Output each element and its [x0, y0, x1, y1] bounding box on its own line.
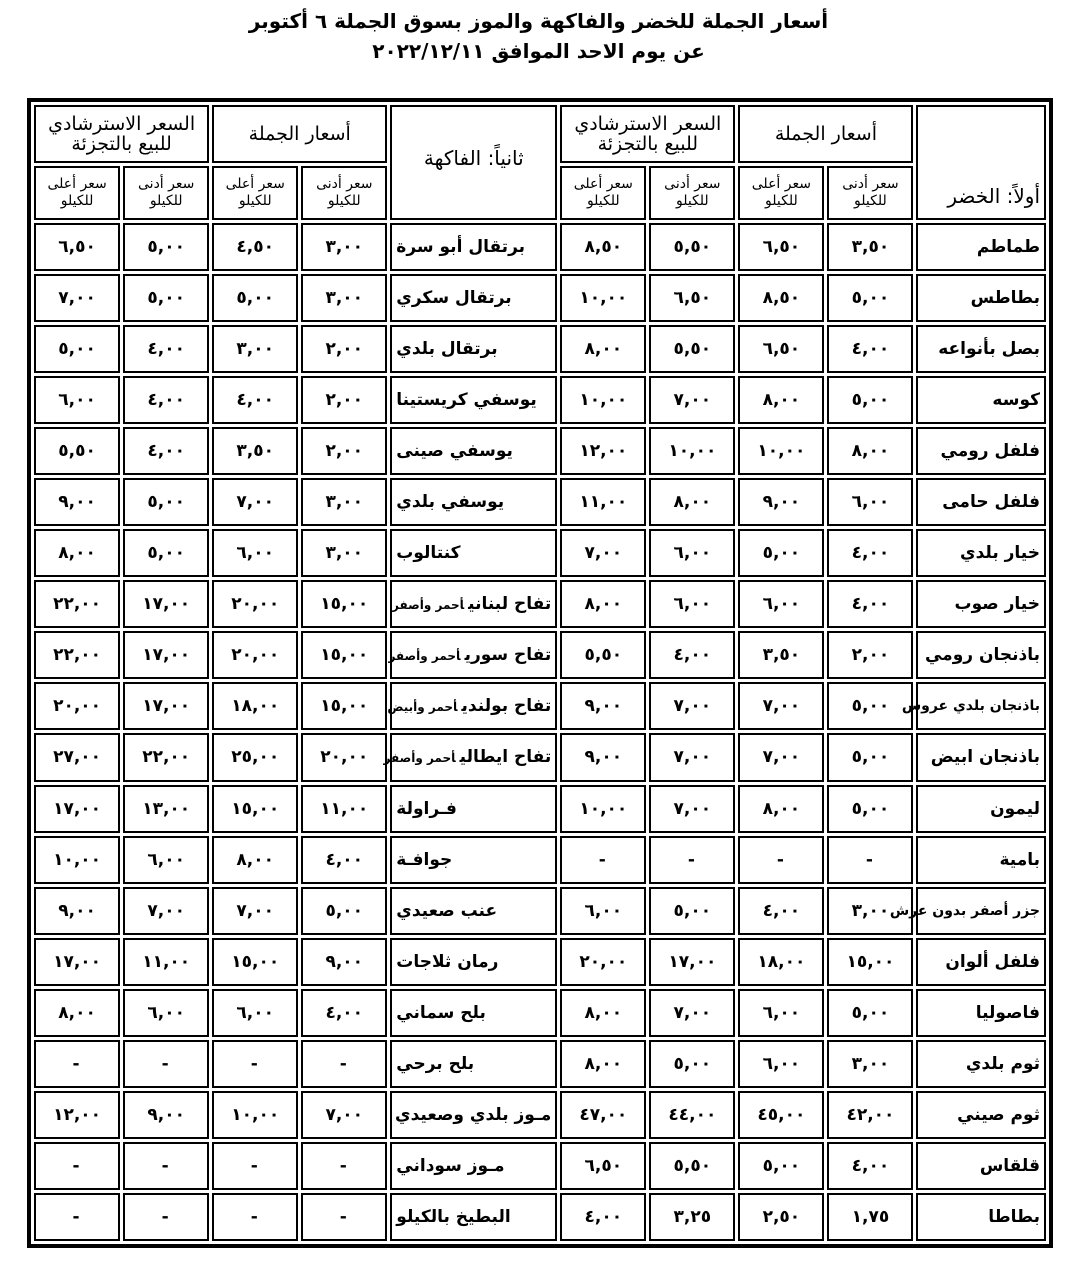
fruits-section-header: ثانياً: الفاكهة: [390, 105, 557, 220]
fruit-name-text: البطيخ بالكيلو: [396, 1206, 511, 1227]
fruit-retail-max: ٥,٥٠: [34, 427, 120, 475]
veg-wholesale-min: ٢,٠٠: [827, 631, 913, 679]
veg-retail-min-header: سعر أدنى للكيلو: [649, 166, 735, 220]
veg-wholesale-max: ١٨,٠٠: [738, 938, 824, 986]
veg-wholesale-min: ٦,٠٠: [827, 478, 913, 526]
table-row: [34, 1040, 1046, 1088]
fruit-wholesale-max: ٢٠,٠٠: [212, 631, 298, 679]
veg-wholesale-min: ١,٧٥: [827, 1193, 913, 1241]
fruit-retail-min: ٩,٠٠: [123, 1091, 209, 1139]
veg-retail-min: ٨,٠٠: [649, 478, 735, 526]
veg-wholesale-max: ٧,٠٠: [738, 733, 824, 781]
veg-wholesale-min: ٥,٠٠: [827, 785, 913, 833]
fruit-name-text: يوسفي صينى: [396, 441, 513, 462]
veg-wholesale-min: ٤,٠٠: [827, 529, 913, 577]
veg-wholesale-max: ٩,٠٠: [738, 478, 824, 526]
fruit-wholesale-min: ٤,٠٠: [301, 989, 387, 1037]
fruit-wholesale-min: ٣,٠٠: [301, 529, 387, 577]
fruit-retail-max: ٩,٠٠: [34, 478, 120, 526]
fruit-name: [390, 223, 557, 271]
fruit-wholesale-max: ٦,٠٠: [212, 989, 298, 1037]
fruit-retail-max: -: [34, 1193, 120, 1241]
fruit-color-note: أحمر وأصفر: [383, 751, 456, 766]
fruit-retail-min-header: سعر أدنى للكيلو: [123, 166, 209, 220]
fruit-wholesale-header: أسعار الجملة: [212, 105, 387, 163]
veg-wholesale-max: ٦,٠٠: [738, 580, 824, 628]
fruit-name-text: مـوز سوداني: [396, 1155, 505, 1176]
veg-retail-min: ٧,٠٠: [649, 733, 735, 781]
fruit-wholesale-max: ٤,٠٠: [212, 376, 298, 424]
veg-wholesale-max: ١٠,٠٠: [738, 427, 824, 475]
veg-wholesale-max: ٤٥,٠٠: [738, 1091, 824, 1139]
veg-retail-min: ٦,٠٠: [649, 529, 735, 577]
table-row: [34, 325, 1046, 373]
veg-retail-min: ٧,٠٠: [649, 376, 735, 424]
veg-wholesale-max-header: سعر أعلى للكيلو: [738, 166, 824, 220]
veg-wholesale-max: ٦,٥٠: [738, 325, 824, 373]
fruit-retail-min: -: [123, 1193, 209, 1241]
table-row: [34, 785, 1046, 833]
veg-retail-min: ٥,٥٠: [649, 1142, 735, 1190]
fruit-wholesale-min: ٣,٠٠: [301, 478, 387, 526]
veg-retail-min: ٥,٠٠: [649, 1040, 735, 1088]
veg-retail-min: ٥,٠٠: [649, 887, 735, 935]
table-row: [34, 223, 1046, 271]
table-row: [34, 427, 1046, 475]
veg-retail-max: ٢٠,٠٠: [560, 938, 646, 986]
veg-wholesale-min-header: سعر أدنى للكيلو: [827, 166, 913, 220]
veg-retail-max: ٨,٥٠: [560, 223, 646, 271]
veg-wholesale-min: ٣,٠٠: [827, 887, 913, 935]
fruit-name-text: تفاح لبناني: [468, 594, 552, 615]
fruit-name: [390, 989, 557, 1037]
fruit-wholesale-min: ١٥,٠٠: [301, 580, 387, 628]
veg-wholesale-min: ٥,٠٠: [827, 989, 913, 1037]
veg-wholesale-min: ٣,٥٠: [827, 223, 913, 271]
fruit-wholesale-max: -: [212, 1142, 298, 1190]
veg-wholesale-max: ٦,٥٠: [738, 223, 824, 271]
fruit-wholesale-min: ٢,٠٠: [301, 325, 387, 373]
veg-wholesale-max: ٨,٠٠: [738, 376, 824, 424]
table-row: [34, 682, 1046, 730]
fruit-retail-min: ٥,٠٠: [123, 529, 209, 577]
fruit-name: [390, 836, 557, 884]
fruit-wholesale-max: ١٠,٠٠: [212, 1091, 298, 1139]
vegetable-name: فلفل حامى: [916, 478, 1046, 526]
veg-wholesale-max: ٣,٥٠: [738, 631, 824, 679]
fruit-wholesale-max: ١٨,٠٠: [212, 682, 298, 730]
fruit-name: [390, 529, 557, 577]
fruit-name: [390, 1040, 557, 1088]
fruit-retail-min: -: [123, 1142, 209, 1190]
fruit-retail-max: ٥,٠٠: [34, 325, 120, 373]
fruit-name: [390, 1091, 557, 1139]
fruit-retail-max: ٨,٠٠: [34, 989, 120, 1037]
fruit-wholesale-min: ١٥,٠٠: [301, 631, 387, 679]
fruit-name: [390, 1142, 557, 1190]
veg-retail-max: ١١,٠٠: [560, 478, 646, 526]
title-line-2: عن يوم الاحد الموافق ٢٠٢٢/١٢/١١: [372, 39, 705, 63]
fruit-retail-min: ٤,٠٠: [123, 376, 209, 424]
fruit-wholesale-max: -: [212, 1040, 298, 1088]
fruit-retail-min: ٤,٠٠: [123, 427, 209, 475]
veg-wholesale-max: ٨,٥٠: [738, 274, 824, 322]
veg-wholesale-min: ٤,٠٠: [827, 325, 913, 373]
fruit-name-text: بلح برحي: [396, 1053, 475, 1074]
fruit-retail-max: ١٧,٠٠: [34, 938, 120, 986]
fruit-wholesale-min-header: سعر أدنى للكيلو: [301, 166, 387, 220]
fruit-retail-max: ٢٧,٠٠: [34, 733, 120, 781]
fruit-retail-min: ١٧,٠٠: [123, 682, 209, 730]
veg-retail-max: ٨,٠٠: [560, 580, 646, 628]
vegetables-section-header: أولاً: الخضر: [916, 105, 1046, 220]
fruit-retail-min: ١١,٠٠: [123, 938, 209, 986]
vegetable-name: بطاطا: [916, 1193, 1046, 1241]
fruit-name: [390, 325, 557, 373]
vegetable-name: بصل بأنواعه: [916, 325, 1046, 373]
veg-wholesale-max: ٥,٠٠: [738, 529, 824, 577]
fruit-wholesale-min: ٩,٠٠: [301, 938, 387, 986]
veg-wholesale-max: ٢,٥٠: [738, 1193, 824, 1241]
fruit-wholesale-max: ٧,٠٠: [212, 887, 298, 935]
fruit-retail-max: ٦,٥٠: [34, 223, 120, 271]
vegetable-name: خيار بلدي: [916, 529, 1046, 577]
vegetable-name: باذنجان ابيض: [916, 733, 1046, 781]
fruit-retail-min: ٦,٠٠: [123, 989, 209, 1037]
vegetable-name: باذنجان بلدي عروس: [916, 682, 1046, 730]
veg-retail-min: ٥,٥٠: [649, 325, 735, 373]
fruit-retail-max: ٧,٠٠: [34, 274, 120, 322]
veg-wholesale-header: أسعار الجملة: [738, 105, 913, 163]
fruit-name: [390, 427, 557, 475]
fruit-name: [387, 682, 557, 730]
vegetable-name: فاصوليا: [916, 989, 1046, 1037]
veg-wholesale-max: ٥,٠٠: [738, 1142, 824, 1190]
fruit-wholesale-min: ٣,٠٠: [301, 223, 387, 271]
fruit-retail-max: ٦,٠٠: [34, 376, 120, 424]
veg-retail-max: ٨,٠٠: [560, 989, 646, 1037]
veg-wholesale-max: ٤,٠٠: [738, 887, 824, 935]
fruit-name: [390, 631, 557, 679]
fruit-retail-max: -: [34, 1040, 120, 1088]
fruit-wholesale-min: ٤,٠٠: [301, 836, 387, 884]
fruit-name-text: برتقال سكري: [396, 288, 512, 309]
fruit-wholesale-min: -: [301, 1193, 387, 1241]
veg-wholesale-max: ٦,٠٠: [738, 1040, 824, 1088]
fruit-wholesale-max: ٢٠,٠٠: [212, 580, 298, 628]
fruit-retail-min: ١٣,٠٠: [123, 785, 209, 833]
fruit-retail-min: ٥,٠٠: [123, 478, 209, 526]
fruit-name-text: جوافـة: [396, 849, 453, 870]
veg-wholesale-min: ٤٢,٠٠: [827, 1091, 913, 1139]
table-row: [34, 580, 1046, 628]
fruit-name-text: يوسفي بلدي: [396, 492, 505, 513]
table-row: [34, 631, 1046, 679]
veg-retail-max: ٨,٠٠: [560, 1040, 646, 1088]
fruit-name-text: برتقال أبو سرة: [396, 237, 526, 258]
vegetable-name: ثوم صيني: [916, 1091, 1046, 1139]
veg-retail-min: ١٠,٠٠: [649, 427, 735, 475]
veg-wholesale-max: ٦,٠٠: [738, 989, 824, 1037]
fruit-name-text: برتقال بلدي: [396, 339, 498, 360]
veg-wholesale-min: ٥,٠٠: [827, 274, 913, 322]
fruit-name-text: تفاح سوري: [464, 645, 552, 666]
table-row: [34, 989, 1046, 1037]
veg-retail-min: ٧,٠٠: [649, 989, 735, 1037]
fruit-retail-min: ١٧,٠٠: [123, 631, 209, 679]
table-row: [34, 478, 1046, 526]
table-row: [34, 1193, 1046, 1241]
veg-retail-max-header: سعر أعلى للكيلو: [560, 166, 646, 220]
veg-retail-min: ٤٤,٠٠: [649, 1091, 735, 1139]
veg-retail-min: ٦,٥٠: [649, 274, 735, 322]
fruit-name-text: تفاح ايطالي: [459, 747, 552, 768]
table-row: [34, 1142, 1046, 1190]
fruit-retail-min: ١٧,٠٠: [123, 580, 209, 628]
table-row: [34, 733, 1046, 781]
fruit-wholesale-min: -: [301, 1040, 387, 1088]
table-row: [34, 1091, 1046, 1139]
fruit-retail-max: ٢٢,٠٠: [34, 631, 120, 679]
fruit-name: [390, 785, 557, 833]
fruit-name: [390, 274, 557, 322]
fruit-name: [383, 733, 557, 781]
veg-retail-max: ٨,٠٠: [560, 325, 646, 373]
fruit-retail-min: ٧,٠٠: [123, 887, 209, 935]
veg-retail-min: ٦,٠٠: [649, 580, 735, 628]
fruit-retail-min: ٥,٠٠: [123, 274, 209, 322]
table-row: [34, 376, 1046, 424]
fruit-color-note: أحمر وأصفر: [388, 649, 461, 664]
veg-wholesale-min: ٨,٠٠: [827, 427, 913, 475]
fruit-retail-min: -: [123, 1040, 209, 1088]
fruit-name-text: فـراولة: [396, 798, 457, 819]
veg-retail-max: ١٠,٠٠: [560, 274, 646, 322]
vegetable-name: خيار صوب: [916, 580, 1046, 628]
fruit-wholesale-max: -: [212, 1193, 298, 1241]
veg-wholesale-min: ٥,٠٠: [827, 733, 913, 781]
title-line-1: أسعار الجملة للخضر والفاكهة والموز بسوق الجملة ٦ أكتوبر: [248, 9, 829, 33]
veg-retail-min: ٤,٠٠: [649, 631, 735, 679]
veg-retail-max: -: [560, 836, 646, 884]
vegetable-name: قلقاس: [916, 1142, 1046, 1190]
veg-retail-max: ٧,٠٠: [560, 529, 646, 577]
veg-retail-min: ١٧,٠٠: [649, 938, 735, 986]
veg-retail-min: ٣,٢٥: [649, 1193, 735, 1241]
fruit-wholesale-min: ٧,٠٠: [301, 1091, 387, 1139]
fruit-wholesale-min: ٢٠,٠٠: [301, 733, 387, 781]
fruit-retail-max: ٨,٠٠: [34, 529, 120, 577]
veg-retail-max: ١٢,٠٠: [560, 427, 646, 475]
fruit-wholesale-max: ٦,٠٠: [212, 529, 298, 577]
fruit-wholesale-max-header: سعر أعلى للكيلو: [212, 166, 298, 220]
fruit-color-note: أحمر وأبيض: [387, 700, 458, 715]
fruit-name: [390, 1193, 557, 1241]
veg-wholesale-max: ٧,٠٠: [738, 682, 824, 730]
fruit-name-text: رمان ثلاجات: [396, 951, 499, 972]
veg-wholesale-max: -: [738, 836, 824, 884]
veg-retail-max: ٤,٠٠: [560, 1193, 646, 1241]
fruit-name: [390, 887, 557, 935]
table-row: [34, 529, 1046, 577]
fruit-retail-min: ٢٢,٠٠: [123, 733, 209, 781]
fruit-wholesale-max: ٥,٠٠: [212, 274, 298, 322]
vegetable-name: ثوم بلدي: [916, 1040, 1046, 1088]
veg-retail-max: ٩,٠٠: [560, 733, 646, 781]
table-row: [34, 836, 1046, 884]
vegetable-name: بطاطس: [916, 274, 1046, 322]
fruit-wholesale-min: ١١,٠٠: [301, 785, 387, 833]
veg-retail-header: السعر الاسترشادي للبيع بالتجزئة: [560, 105, 735, 163]
veg-retail-max: ٥,٥٠: [560, 631, 646, 679]
price-rows: [34, 223, 1046, 1241]
vegetable-name: فلفل ألوان: [916, 938, 1046, 986]
fruit-wholesale-max: ١٥,٠٠: [212, 938, 298, 986]
table-row: [34, 274, 1046, 322]
veg-retail-max: ١٠,٠٠: [560, 785, 646, 833]
fruit-retail-max: ٩,٠٠: [34, 887, 120, 935]
fruit-wholesale-min: ٢,٠٠: [301, 427, 387, 475]
fruit-retail-max: -: [34, 1142, 120, 1190]
page-title: [0, 6, 1077, 66]
fruit-retail-min: ٤,٠٠: [123, 325, 209, 373]
fruit-retail-max: ٢٢,٠٠: [34, 580, 120, 628]
veg-retail-min: -: [649, 836, 735, 884]
fruit-name: [390, 580, 557, 628]
fruit-retail-max: ٢٠,٠٠: [34, 682, 120, 730]
vegetable-name: باذنجان رومي: [916, 631, 1046, 679]
fruit-color-note: أحمر وأصفر: [392, 598, 465, 613]
fruit-wholesale-max: ٣,٠٠: [212, 325, 298, 373]
vegetable-name: طماطم: [916, 223, 1046, 271]
fruit-wholesale-min: -: [301, 1142, 387, 1190]
vegetable-name: ليمون: [916, 785, 1046, 833]
vegetable-name: بامية: [916, 836, 1046, 884]
fruit-wholesale-max: ٣,٥٠: [212, 427, 298, 475]
vegetable-name: فلفل رومي: [916, 427, 1046, 475]
fruit-wholesale-max: ٨,٠٠: [212, 836, 298, 884]
fruit-name-text: عنب صعيدي: [396, 900, 498, 921]
veg-retail-min: ٧,٠٠: [649, 682, 735, 730]
fruit-retail-max: ١٠,٠٠: [34, 836, 120, 884]
fruit-wholesale-min: ٢,٠٠: [301, 376, 387, 424]
veg-retail-max: ٤٧,٠٠: [560, 1091, 646, 1139]
veg-retail-min: ٥,٥٠: [649, 223, 735, 271]
veg-wholesale-max: ٨,٠٠: [738, 785, 824, 833]
veg-wholesale-min: -: [827, 836, 913, 884]
veg-wholesale-min: ٣,٠٠: [827, 1040, 913, 1088]
veg-retail-max: ٩,٠٠: [560, 682, 646, 730]
fruit-name-text: بلح سماني: [396, 1002, 486, 1023]
veg-retail-min: ٧,٠٠: [649, 785, 735, 833]
fruit-wholesale-min: ١٥,٠٠: [301, 682, 387, 730]
fruit-name: [390, 376, 557, 424]
table-row: [34, 887, 1046, 935]
veg-retail-max: ٦,٥٠: [560, 1142, 646, 1190]
fruit-name: [390, 478, 557, 526]
veg-wholesale-min: ٥,٠٠: [827, 682, 913, 730]
fruit-retail-max: ١٢,٠٠: [34, 1091, 120, 1139]
vegetable-name: كوسه: [916, 376, 1046, 424]
fruit-retail-min: ٥,٠٠: [123, 223, 209, 271]
veg-retail-max: ١٠,٠٠: [560, 376, 646, 424]
fruit-name-text: كنتالوب: [396, 543, 461, 564]
fruit-name-text: مـوز بلدي وصعيدي: [395, 1104, 552, 1125]
veg-wholesale-min: ١٥,٠٠: [827, 938, 913, 986]
veg-wholesale-min: ٥,٠٠: [827, 376, 913, 424]
fruit-name-text: تفاح بولندي: [461, 696, 552, 717]
price-table: [27, 98, 1053, 1248]
fruit-wholesale-max: ٢٥,٠٠: [212, 733, 298, 781]
fruit-wholesale-max: ٤,٥٠: [212, 223, 298, 271]
fruit-retail-max: ١٧,٠٠: [34, 785, 120, 833]
fruit-wholesale-max: ٧,٠٠: [212, 478, 298, 526]
fruit-retail-min: ٦,٠٠: [123, 836, 209, 884]
veg-retail-max: ٦,٠٠: [560, 887, 646, 935]
veg-wholesale-min: ٤,٠٠: [827, 1142, 913, 1190]
fruit-wholesale-min: ٥,٠٠: [301, 887, 387, 935]
veg-wholesale-min: ٤,٠٠: [827, 580, 913, 628]
fruit-name: [390, 938, 557, 986]
fruit-wholesale-max: ١٥,٠٠: [212, 785, 298, 833]
fruit-retail-max-header: سعر أعلى للكيلو: [34, 166, 120, 220]
fruit-wholesale-min: ٣,٠٠: [301, 274, 387, 322]
fruit-name-text: يوسفي كريستينا: [396, 390, 537, 411]
fruit-retail-header: السعر الاسترشادي للبيع بالتجزئة: [34, 105, 209, 163]
table-row: [34, 938, 1046, 986]
vegetable-name: جزر أصفر بدون عرش: [916, 887, 1046, 935]
